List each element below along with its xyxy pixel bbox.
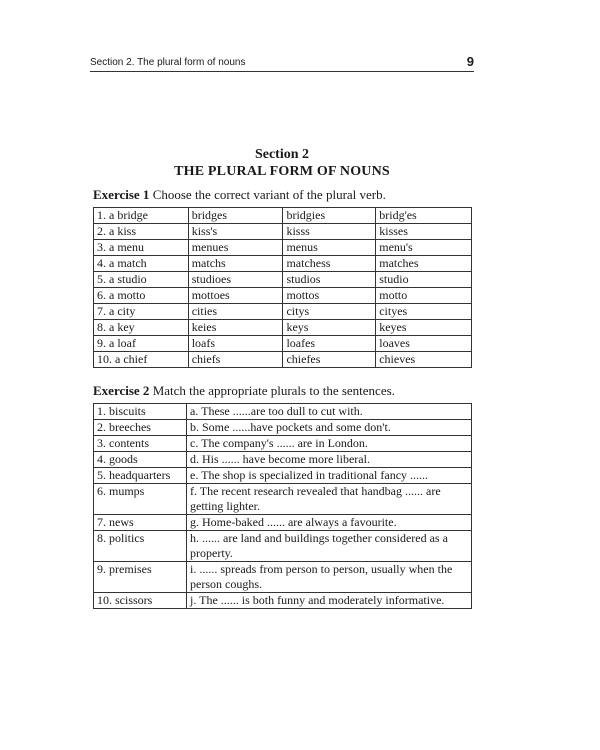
plural-noun-cell: 2. breeches <box>94 420 187 436</box>
exercise1-heading <box>93 187 473 203</box>
sentence-cell: b. Some ......have pockets and some don't. <box>187 420 472 436</box>
table-row <box>94 593 472 609</box>
sentence-cell: h. ...... are land and buildings together considered as a property. <box>187 531 472 562</box>
plural-noun-cell: 6. mumps <box>94 484 187 515</box>
noun-cell: 4. a match <box>94 256 189 272</box>
sentence-cell: f. The recent research revealed that handbag ...... are getting lighter. <box>187 484 472 515</box>
plural-option-cell: motto <box>376 288 472 304</box>
plural-option-cell: loaves <box>376 336 472 352</box>
table-row <box>94 272 472 288</box>
table-row <box>94 484 472 515</box>
table-row <box>94 224 472 240</box>
exercise2-label: Exercise 2 <box>93 383 150 398</box>
table-row <box>94 288 472 304</box>
noun-cell: 3. a menu <box>94 240 189 256</box>
noun-cell: 2. a kiss <box>94 224 189 240</box>
table-row <box>94 404 472 420</box>
noun-cell: 8. a key <box>94 320 189 336</box>
sentence-cell: i. ...... spreads from person to person, usually when the person coughs. <box>187 562 472 593</box>
noun-cell: 6. a motto <box>94 288 189 304</box>
plural-option-cell: chiefes <box>283 352 376 368</box>
plural-option-cell: bridges <box>188 208 283 224</box>
plural-option-cell: bridg'es <box>376 208 472 224</box>
section-label: Section 2 <box>254 147 310 162</box>
table-row <box>94 352 472 368</box>
plural-option-cell: matchs <box>188 256 283 272</box>
exercise2-table <box>93 403 472 609</box>
noun-cell: 9. a loaf <box>94 336 189 352</box>
plural-option-cell: matches <box>376 256 472 272</box>
table-row <box>94 452 472 468</box>
plural-option-cell: menus <box>283 240 376 256</box>
exercise2-heading <box>93 383 473 399</box>
plural-option-cell: kiss's <box>188 224 283 240</box>
sentence-cell: c. The company's ...... are in London. <box>187 436 472 452</box>
table-row <box>94 420 472 436</box>
table-row <box>94 256 472 272</box>
plural-noun-cell: 10. scissors <box>94 593 187 609</box>
plural-noun-cell: 8. politics <box>94 531 187 562</box>
table-row <box>94 436 472 452</box>
plural-option-cell: cityes <box>376 304 472 320</box>
table-row <box>94 304 472 320</box>
plural-option-cell: studios <box>283 272 376 288</box>
plural-noun-cell: 4. goods <box>94 452 187 468</box>
noun-cell: 1. a bridge <box>94 208 189 224</box>
plural-option-cell: loafes <box>283 336 376 352</box>
plural-option-cell: kisses <box>376 224 472 240</box>
table-row <box>94 531 472 562</box>
plural-option-cell: matchess <box>283 256 376 272</box>
plural-option-cell: chieves <box>376 352 472 368</box>
exercise1-label: Exercise 1 <box>93 187 150 202</box>
table-row <box>94 336 472 352</box>
plural-option-cell: keies <box>188 320 283 336</box>
page-title: THE PLURAL FORM OF NOUNS <box>174 164 390 179</box>
exercise2-instruction: Match the appropriate plurals to the sentences. <box>152 383 395 398</box>
plural-option-cell: mottoes <box>188 288 283 304</box>
sentence-cell: g. Home-baked ...... are always a favourite. <box>187 515 472 531</box>
running-head <box>90 55 474 72</box>
table-row <box>94 468 472 484</box>
plural-option-cell: cities <box>188 304 283 320</box>
sentence-cell: d. His ...... have become more liberal. <box>187 452 472 468</box>
plural-option-cell: citys <box>283 304 376 320</box>
plural-noun-cell: 7. news <box>94 515 187 531</box>
plural-noun-cell: 3. contents <box>94 436 187 452</box>
plural-option-cell: kisss <box>283 224 376 240</box>
plural-option-cell: chiefs <box>188 352 283 368</box>
exercise1-table <box>93 207 472 368</box>
plural-option-cell: keys <box>283 320 376 336</box>
table-row <box>94 562 472 593</box>
table-row <box>94 320 472 336</box>
table-row <box>94 240 472 256</box>
exercise1-instruction: Choose the correct variant of the plural verb. <box>152 187 386 202</box>
plural-option-cell: mottos <box>283 288 376 304</box>
sentence-cell: a. These ......are too dull to cut with. <box>187 404 472 420</box>
noun-cell: 7. a city <box>94 304 189 320</box>
section-title-block <box>90 147 474 180</box>
sentence-cell: j. The ...... is both funny and moderately informative. <box>187 593 472 609</box>
table-row <box>94 515 472 531</box>
plural-noun-cell: 5. headquarters <box>94 468 187 484</box>
sentence-cell: e. The shop is specialized in traditional fancy ...... <box>187 468 472 484</box>
noun-cell: 5. a studio <box>94 272 189 288</box>
plural-option-cell: menu's <box>376 240 472 256</box>
table-row <box>94 208 472 224</box>
plural-noun-cell: 9. premises <box>94 562 187 593</box>
running-title: Section 2. The plural form of nouns <box>90 57 246 68</box>
plural-option-cell: menues <box>188 240 283 256</box>
plural-option-cell: loafs <box>188 336 283 352</box>
page-number: 9 <box>466 54 474 69</box>
plural-option-cell: studioes <box>188 272 283 288</box>
plural-noun-cell: 1. biscuits <box>94 404 187 420</box>
plural-option-cell: bridgies <box>283 208 376 224</box>
plural-option-cell: studio <box>376 272 472 288</box>
plural-option-cell: keyes <box>376 320 472 336</box>
noun-cell: 10. a chief <box>94 352 189 368</box>
